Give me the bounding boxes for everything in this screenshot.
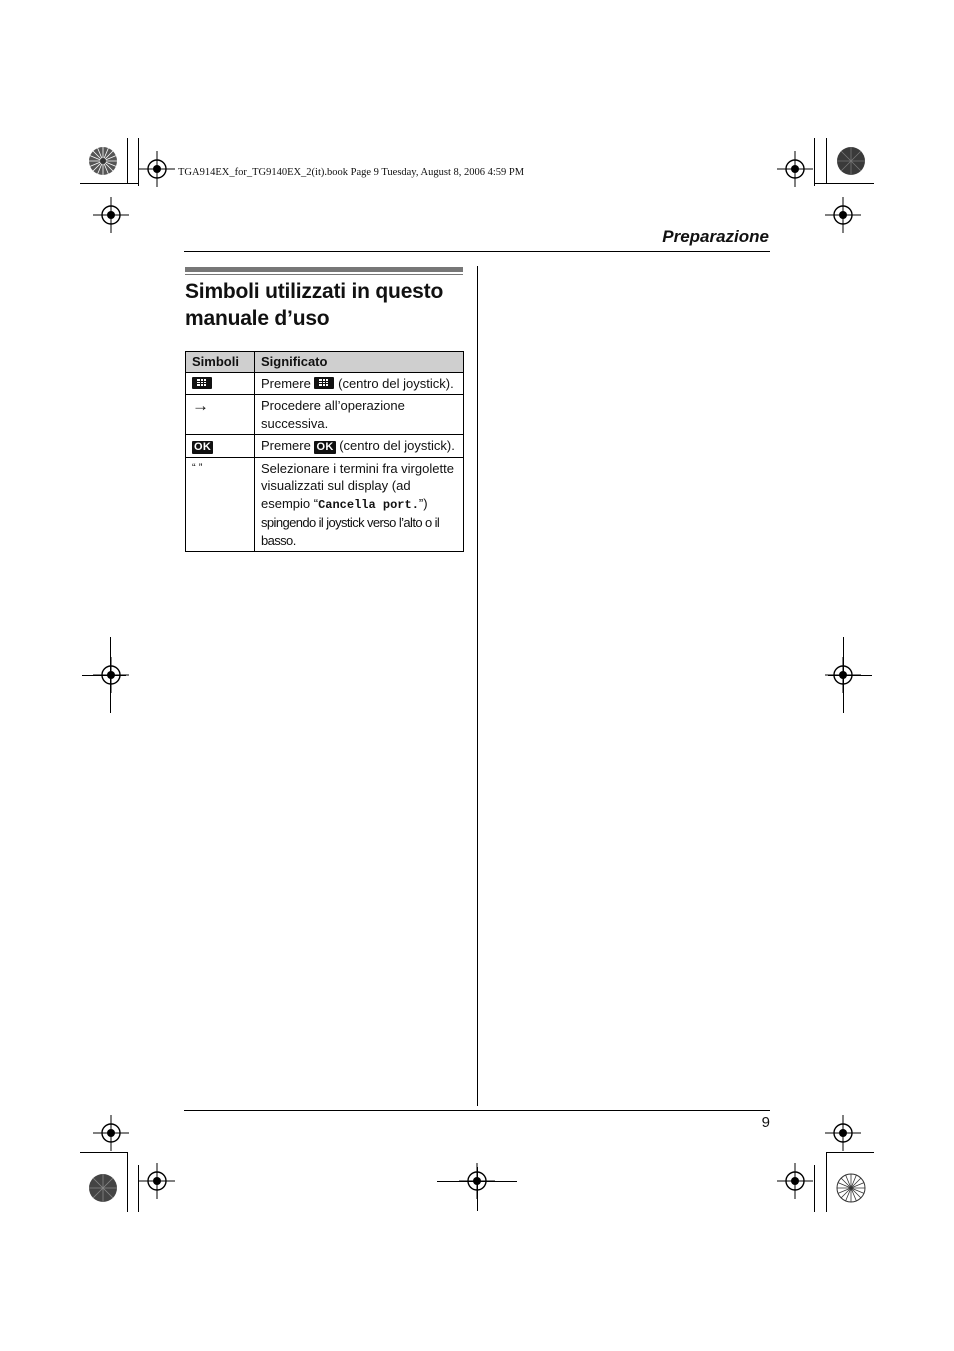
table-row (186, 395, 464, 435)
symbols-table (185, 351, 464, 552)
registration-mark-icon (139, 1163, 175, 1199)
display-text: Cancella port. (318, 497, 419, 512)
section-header: Preparazione (662, 227, 769, 246)
crop-line (828, 675, 872, 676)
ok-button-icon: OK (316, 441, 334, 453)
page-number: 9 (761, 1114, 770, 1131)
table-row (186, 457, 464, 552)
table-row (186, 372, 464, 395)
page-title (185, 278, 475, 332)
meaning-text-post: (centro del joystick). (339, 438, 455, 453)
symbol-cell (186, 435, 255, 458)
column-header-symbols: Simboli (186, 352, 255, 373)
column-divider (477, 266, 478, 1106)
symbol-cell (186, 372, 255, 395)
ok-button-icon: OK (194, 441, 212, 453)
registration-mark-icon (825, 1115, 861, 1151)
calibration-sunburst-icon (836, 1173, 866, 1203)
meaning-text-pre: Selezionare i termini fra virgolette visualizzati sul display (ad esempio “ (261, 460, 454, 511)
table-header-row (186, 352, 464, 373)
title-bar (185, 267, 463, 272)
symbol-cell (186, 395, 255, 435)
meaning-text-post: (centro del joystick). (338, 375, 454, 391)
print-job-info: TGA914EX_for_TG9140EX_2(it).book Page 9 Tuesday, August 8, 2006 4:59 PM (178, 167, 525, 178)
page-title-line1: Simboli utilizzati in questo (185, 280, 444, 303)
calibration-sunburst-icon (836, 146, 866, 176)
title-bar-thin (185, 274, 463, 275)
column-header-meaning: Significato (255, 352, 464, 373)
menu-grid-icon (314, 377, 334, 389)
meaning-text-pre: Premere (261, 438, 311, 453)
registration-mark-icon (777, 151, 813, 187)
crop-line (82, 675, 126, 676)
menu-grid-icon (192, 377, 212, 389)
page-title-line2: manuale d’uso (185, 307, 330, 330)
table-row (186, 435, 464, 458)
meaning-cell (255, 435, 464, 458)
footer-rule (184, 1110, 770, 1111)
crop-line (477, 1167, 478, 1211)
meaning-text-pre: Premere (261, 375, 311, 391)
meaning-cell: Procedere all’operazione successiva. (255, 395, 464, 435)
registration-mark-icon (825, 197, 861, 233)
meaning-cell (255, 372, 464, 395)
header-rule (184, 251, 770, 252)
symbol-cell: “ ” (186, 457, 255, 552)
meaning-cell (255, 457, 464, 552)
meaning-text-post: spingendo il joystick verso l’alto o il basso. (261, 515, 440, 548)
registration-mark-icon (777, 1163, 813, 1199)
right-arrow-icon: → (192, 396, 209, 415)
registration-mark-icon (139, 151, 175, 187)
meaning-text-mid: ”) (418, 495, 428, 511)
calibration-sunburst-icon (88, 146, 118, 176)
registration-mark-icon (93, 1115, 129, 1151)
calibration-sunburst-icon (88, 1173, 118, 1203)
registration-mark-icon (93, 197, 129, 233)
